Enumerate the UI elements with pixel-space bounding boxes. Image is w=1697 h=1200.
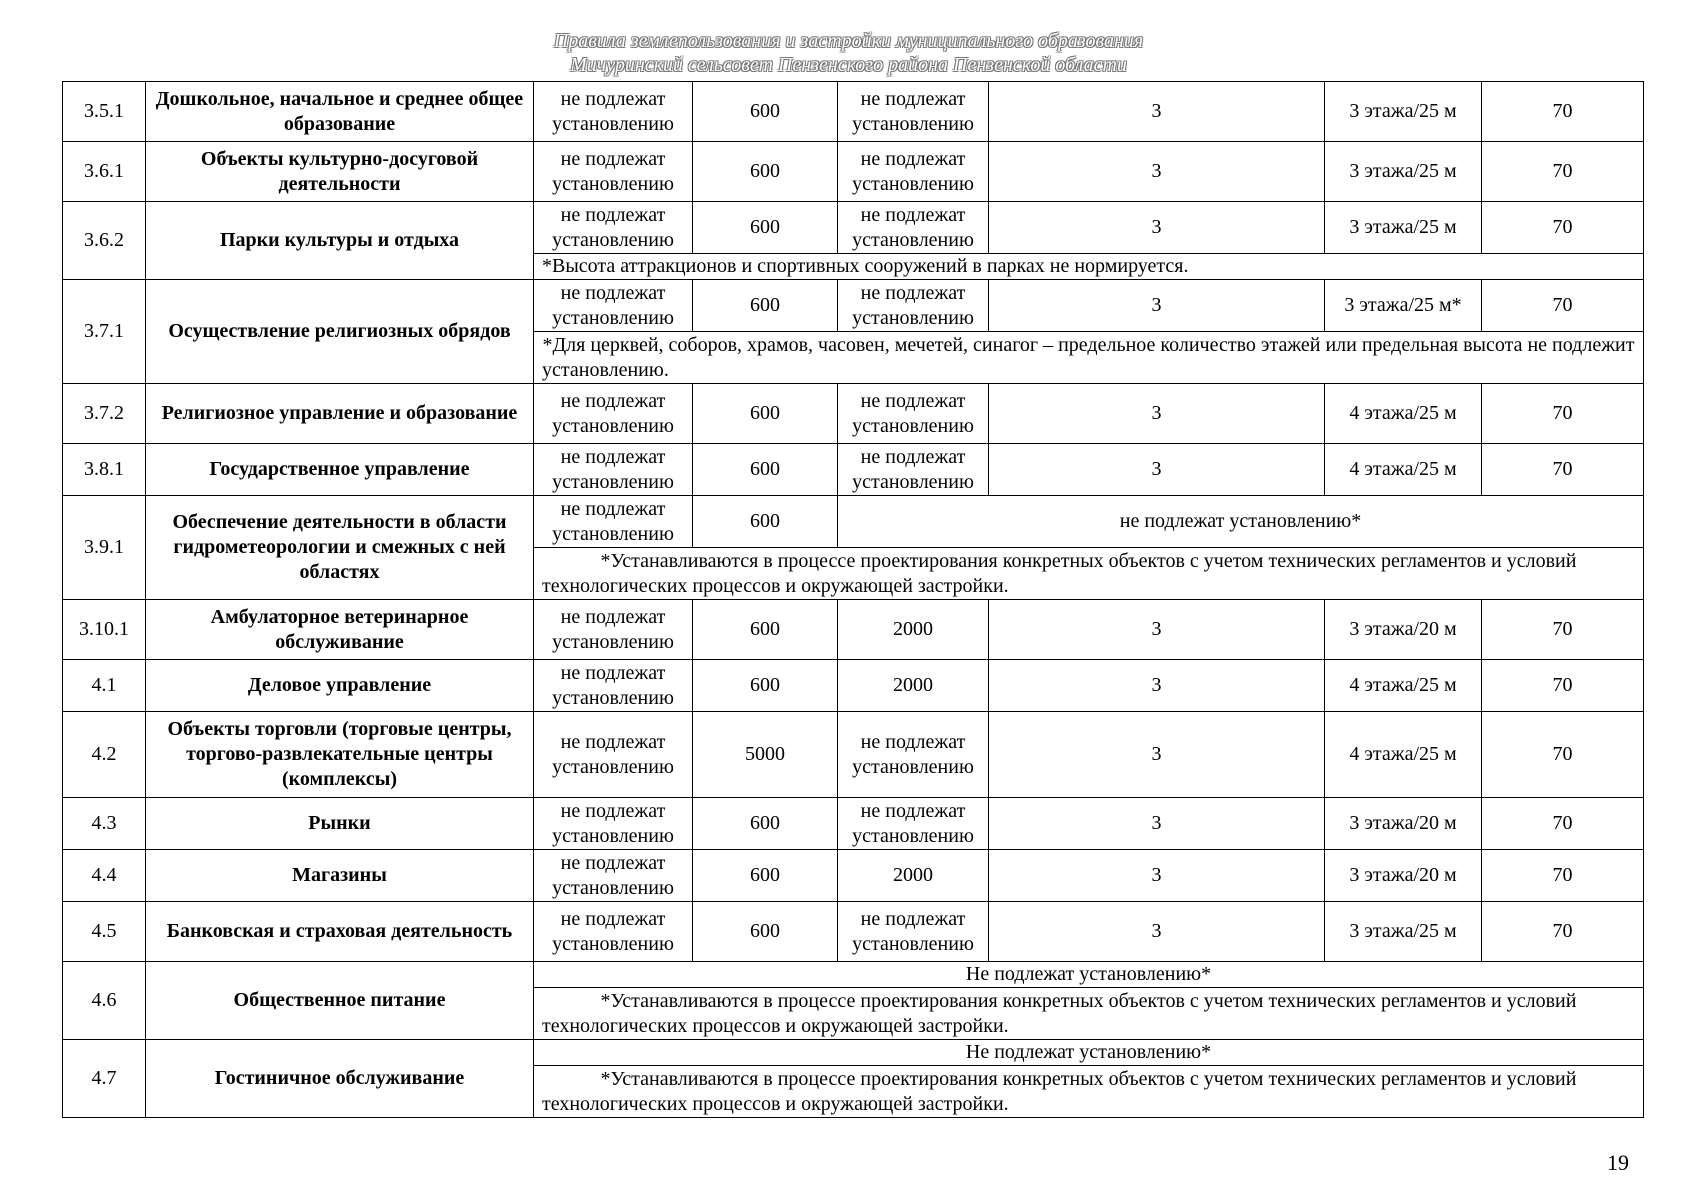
min-area-cell: не подлежат установлению <box>534 496 693 548</box>
percent-cell: 70 <box>1482 600 1644 660</box>
indent-cell: 3 <box>989 902 1325 962</box>
max-area-cell: не подлежат установлению <box>838 444 989 496</box>
row-code: 3.7.2 <box>63 384 146 444</box>
row-name: Банковская и страховая деятельность <box>146 902 534 962</box>
row-footnote: *Для церквей, соборов, храмов, часовен, мечетей, синагог – предельное количество этажей или предельная высота не подлежит установлению. <box>534 332 1644 384</box>
indent-cell: 3 <box>989 384 1325 444</box>
min-size-cell: 600 <box>693 384 838 444</box>
table-row <box>63 496 1644 548</box>
row-code: 3.5.1 <box>63 82 146 142</box>
max-area-cell: не подлежат установлению <box>838 82 989 142</box>
min-area-cell: не подлежат установлению <box>534 82 693 142</box>
height-cell: 4 этажа/25 м <box>1325 660 1482 712</box>
max-area-cell: не подлежат установлению <box>838 712 989 798</box>
row-code: 4.6 <box>63 962 146 1040</box>
table-row <box>63 850 1644 902</box>
height-cell: 3 этажа/20 м <box>1325 850 1482 902</box>
row-name: Религиозное управление и образование <box>146 384 534 444</box>
row-footnote: *Устанавливаются в процессе проектирования конкретных объектов с учетом технических регламентов и условий технологических процессов и окружающей застройки. <box>534 988 1644 1040</box>
table-row <box>63 202 1644 254</box>
page-header <box>0 29 1697 77</box>
row-code: 3.9.1 <box>63 496 146 600</box>
min-size-cell: 600 <box>693 496 838 548</box>
row-name: Амбулаторное ветеринарное обслуживание <box>146 600 534 660</box>
max-area-cell: 2000 <box>838 600 989 660</box>
min-size-cell: 600 <box>693 660 838 712</box>
min-size-cell: 600 <box>693 850 838 902</box>
height-cell: 4 этажа/25 м <box>1325 444 1482 496</box>
height-cell: 4 этажа/25 м <box>1325 712 1482 798</box>
indent-cell: 3 <box>989 600 1325 660</box>
percent-cell: 70 <box>1482 384 1644 444</box>
min-size-cell: 600 <box>693 82 838 142</box>
min-size-cell: 600 <box>693 280 838 332</box>
row-name: Осуществление религиозных обрядов <box>146 280 534 384</box>
row-code: 4.3 <box>63 798 146 850</box>
table-row <box>63 142 1644 202</box>
row-name: Обеспечение деятельности в области гидрометеорологии и смежных с ней областях <box>146 496 534 600</box>
row-code: 4.5 <box>63 902 146 962</box>
row-code: 4.7 <box>63 1040 146 1118</box>
table-row <box>63 444 1644 496</box>
percent-cell: 70 <box>1482 202 1644 254</box>
min-size-cell: 600 <box>693 902 838 962</box>
min-area-cell: не подлежат установлению <box>534 660 693 712</box>
max-area-cell: не подлежат установлению <box>838 798 989 850</box>
table-row <box>63 962 1644 988</box>
row-code: 3.7.1 <box>63 280 146 384</box>
row-code: 4.4 <box>63 850 146 902</box>
row-span-text: не подлежат установлению* <box>838 496 1644 548</box>
max-area-cell: не подлежат установлению <box>838 142 989 202</box>
min-area-cell: не подлежат установлению <box>534 202 693 254</box>
max-area-cell: не подлежат установлению <box>838 280 989 332</box>
height-cell: 3 этажа/25 м* <box>1325 280 1482 332</box>
land-use-regulations-table <box>62 81 1644 1118</box>
row-footnote: *Устанавливаются в процессе проектирования конкретных объектов с учетом технических регламентов и условий технологических процессов и окружающей застройки. <box>534 548 1644 600</box>
table-row <box>63 1040 1644 1066</box>
indent-cell: 3 <box>989 850 1325 902</box>
min-area-cell: не подлежат установлению <box>534 444 693 496</box>
min-area-cell: не подлежат установлению <box>534 902 693 962</box>
indent-cell: 3 <box>989 280 1325 332</box>
row-footnote: *Устанавливаются в процессе проектирования конкретных объектов с учетом технических регламентов и условий технологических процессов и окружающей застройки. <box>534 1066 1644 1118</box>
min-size-cell: 600 <box>693 142 838 202</box>
row-code: 3.6.2 <box>63 202 146 280</box>
percent-cell: 70 <box>1482 444 1644 496</box>
indent-cell: 3 <box>989 712 1325 798</box>
row-code: 3.6.1 <box>63 142 146 202</box>
min-area-cell: не подлежат установлению <box>534 600 693 660</box>
height-cell: 3 этажа/25 м <box>1325 202 1482 254</box>
row-code: 3.10.1 <box>63 600 146 660</box>
row-name: Объекты культурно-досуговой деятельности <box>146 142 534 202</box>
table-row <box>63 660 1644 712</box>
indent-cell: 3 <box>989 202 1325 254</box>
table-row <box>63 600 1644 660</box>
table-body <box>63 82 1644 1118</box>
table-row <box>63 902 1644 962</box>
min-area-cell: не подлежат установлению <box>534 712 693 798</box>
percent-cell: 70 <box>1482 82 1644 142</box>
percent-cell: 70 <box>1482 712 1644 798</box>
min-size-cell: 600 <box>693 202 838 254</box>
percent-cell: 70 <box>1482 660 1644 712</box>
min-size-cell: 600 <box>693 798 838 850</box>
percent-cell: 70 <box>1482 142 1644 202</box>
row-code: 3.8.1 <box>63 444 146 496</box>
row-name: Рынки <box>146 798 534 850</box>
header-line-2: Мичуринский сельсовет Пензенского района Пензенской области <box>570 54 1127 76</box>
table-row <box>63 798 1644 850</box>
max-area-cell: 2000 <box>838 850 989 902</box>
row-code: 4.1 <box>63 660 146 712</box>
min-size-cell: 5000 <box>693 712 838 798</box>
min-area-cell: не подлежат установлению <box>534 280 693 332</box>
min-size-cell: 600 <box>693 600 838 660</box>
row-name: Парки культуры и отдыха <box>146 202 534 280</box>
table-row <box>63 82 1644 142</box>
percent-cell: 70 <box>1482 850 1644 902</box>
header-line-1: Правила землепользования и застройки муниципального образования <box>553 30 1144 52</box>
height-cell: 3 этажа/25 м <box>1325 142 1482 202</box>
min-area-cell: не подлежат установлению <box>534 142 693 202</box>
row-name: Государственное управление <box>146 444 534 496</box>
row-name: Объекты торговли (торговые центры, торгово-развлекательные центры (комплексы) <box>146 712 534 798</box>
indent-cell: 3 <box>989 142 1325 202</box>
indent-cell: 3 <box>989 660 1325 712</box>
height-cell: 4 этажа/25 м <box>1325 384 1482 444</box>
row-name: Дошкольное, начальное и среднее общее образование <box>146 82 534 142</box>
min-area-cell: не подлежат установлению <box>534 850 693 902</box>
page-number: 19 <box>1607 1150 1629 1175</box>
percent-cell: 70 <box>1482 902 1644 962</box>
min-area-cell: не подлежат установлению <box>534 384 693 444</box>
row-footnote: *Высота аттракционов и спортивных сооружений в парках не нормируется. <box>534 254 1644 280</box>
row-name: Деловое управление <box>146 660 534 712</box>
percent-cell: 70 <box>1482 798 1644 850</box>
table-row <box>63 280 1644 332</box>
indent-cell: 3 <box>989 798 1325 850</box>
row-name: Общественное питание <box>146 962 534 1040</box>
max-area-cell: не подлежат установлению <box>838 202 989 254</box>
table-row <box>63 712 1644 798</box>
height-cell: 3 этажа/25 м <box>1325 902 1482 962</box>
table-row <box>63 384 1644 444</box>
max-area-cell: не подлежат установлению <box>838 902 989 962</box>
percent-cell: 70 <box>1482 280 1644 332</box>
row-full-span-text: Не подлежат установлению* <box>534 962 1644 988</box>
row-code: 4.2 <box>63 712 146 798</box>
min-size-cell: 600 <box>693 444 838 496</box>
row-name: Магазины <box>146 850 534 902</box>
indent-cell: 3 <box>989 444 1325 496</box>
max-area-cell: 2000 <box>838 660 989 712</box>
max-area-cell: не подлежат установлению <box>838 384 989 444</box>
height-cell: 3 этажа/20 м <box>1325 798 1482 850</box>
height-cell: 3 этажа/20 м <box>1325 600 1482 660</box>
indent-cell: 3 <box>989 82 1325 142</box>
min-area-cell: не подлежат установлению <box>534 798 693 850</box>
row-name: Гостиничное обслуживание <box>146 1040 534 1118</box>
height-cell: 3 этажа/25 м <box>1325 82 1482 142</box>
row-full-span-text: Не подлежат установлению* <box>534 1040 1644 1066</box>
